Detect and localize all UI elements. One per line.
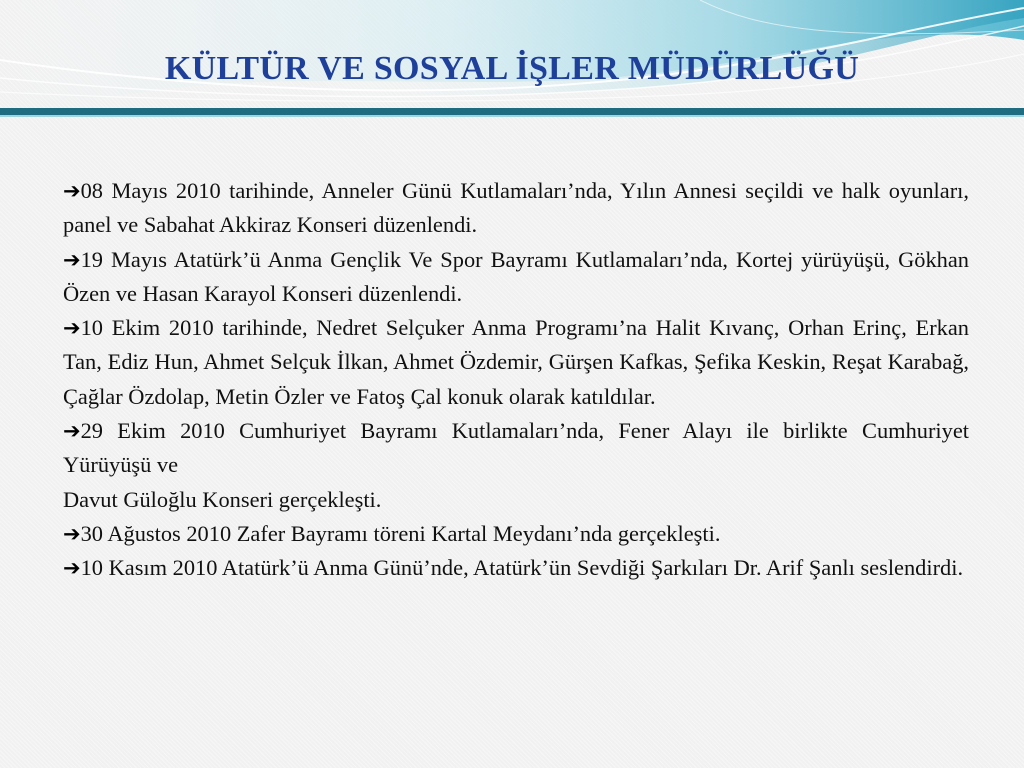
list-item-text: 30 Ağustos 2010 Zafer Bayramı töreni Kartal Meydanı’nda gerçekleşti.: [80, 520, 721, 546]
list-item-text: 10 Kasım 2010 Atatürk’ü Anma Günü’nde, Atatürk’ün Sevdiği Şarkıları Dr. Arif Şanlı seslendirdi.: [80, 555, 964, 581]
page-title: KÜLTÜR VE SOSYAL İŞLER MÜDÜRLÜĞÜ: [164, 50, 860, 87]
list-item: [63, 243, 969, 312]
list-item-text: 10 Ekim 2010 tarihinde, Nedret Selçuker Anma Programı’na Halit Kıvanç, Orhan Erinç, Erkan Tan, Ediz Hun, Ahmet Selçuk İlkan, Ahmet Özdemir, Gürşen Kafkas, Şefika Keskin, Reşat Karabağ, Çağlar Özdolap, Metin Özler ve Fatoş Çal konuk olarak katıldılar.: [63, 315, 969, 409]
list-item: [63, 311, 969, 414]
list-item-text: 19 Mayıs Atatürk’ü Anma Gençlik Ve Spor Bayramı Kutlamaları’nda, Kortej yürüyüşü, Gökhan Özen ve Hasan Karayol Konseri düzenlendi.: [63, 246, 969, 306]
list-item: [63, 414, 969, 517]
list-item: [63, 551, 969, 585]
arrow-right-icon: ➔: [63, 521, 81, 546]
list-item-continuation: Davut Güloğlu Konseri gerçekleşti.: [63, 486, 382, 512]
arrow-right-icon: ➔: [63, 316, 81, 341]
arrow-right-icon: ➔: [63, 179, 81, 203]
header-divider: [0, 108, 1024, 115]
list-item-text: 08 Mayıs 2010 tarihinde, Anneler Günü Kutlamaları’nda, Yılın Annesi seçildi ve halk oyunları, panel ve Sabahat Akkiraz Konseri düzenlendi.: [63, 178, 969, 238]
list-item-text: 29 Ekim 2010 Cumhuriyet Bayramı Kutlamaları’nda, Fener Alayı ile birlikte Cumhuriyet Yürüyüşü ve: [63, 418, 969, 478]
arrow-right-icon: ➔: [63, 556, 81, 581]
arrow-right-icon: ➔: [63, 419, 81, 444]
list-item: [63, 517, 969, 551]
event-list: [63, 174, 969, 586]
list-item: [63, 174, 969, 243]
arrow-right-icon: ➔: [63, 247, 81, 272]
header-divider-highlight: [0, 115, 1024, 117]
